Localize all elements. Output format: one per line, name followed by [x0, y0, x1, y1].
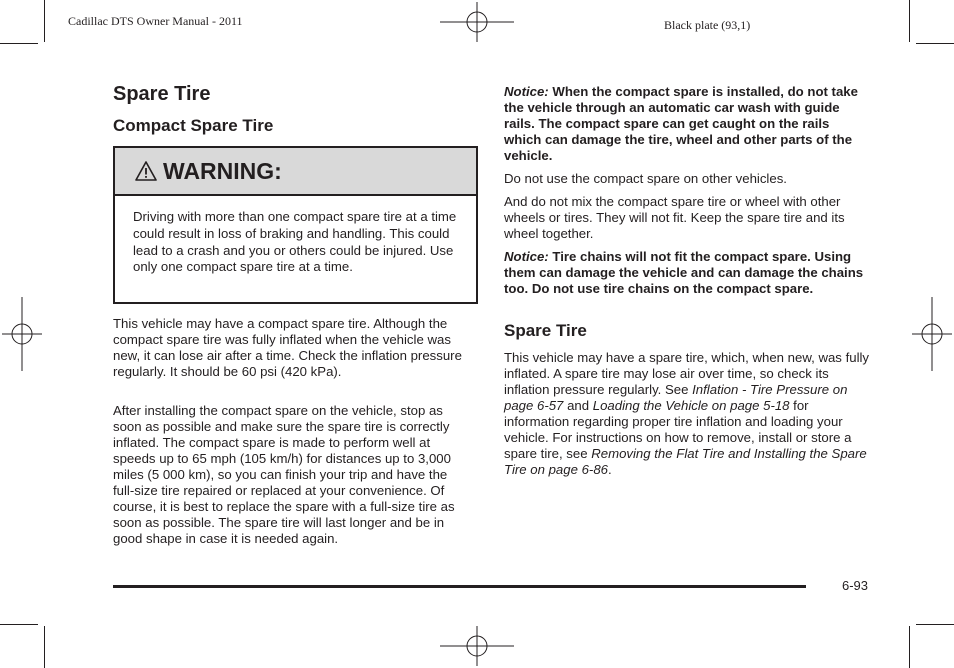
- text-run: .: [608, 462, 612, 477]
- notice-text: Tire chains will not fit the compact spare. Using them can damage the vehicle and can damage the chains too. Do not use tire chains on the compact spare.: [504, 249, 864, 296]
- section-title: Spare Tire: [113, 83, 211, 105]
- paragraph: After installing the compact spare on the vehicle, stop as soon as possible and make sure the spare tire is correctly inflated. The compact spare is made to perform well at speeds up to 65 mph (105 km/h) for distances up to 3,000 miles (5 000 km), so you can finish your trip and have the full-size tire repaired or replaced at your convenience. Of course, it is best to replace the spare with a full-size tire as soon as possible. The spare tire will last longer and be in good shape in case it is needed again.: [113, 403, 455, 546]
- warning-body: [115, 196, 476, 276]
- text-run: for information regarding proper tire inflation and loading your vehicle. For instructions on how to remove, install or store a spare tire, see: [504, 398, 852, 461]
- crop-mark: [0, 624, 38, 625]
- paragraph: Do not use the compact spare on other vehicles.: [504, 171, 787, 186]
- registration-mark-icon: [912, 297, 952, 371]
- cross-reference-link[interactable]: Inflation - Tire Pressure on page 6-57: [504, 382, 848, 413]
- notice-label: Notice:: [504, 249, 549, 264]
- text-run: This vehicle may have a spare tire, which, when new, was fully inflated. A spare tire may lose air over time, so check its inflation pressure regularly. See: [504, 350, 870, 397]
- crop-mark: [44, 626, 45, 668]
- warning-text: Driving with more than one compact spare tire at a time could result in loss of braking and handling. This could lead to a crash and you or others could be injured. Use only one compact spare tire at a time.: [133, 209, 457, 275]
- crop-mark: [0, 43, 38, 44]
- warning-triangle-icon: [135, 161, 157, 181]
- footer-rule: [113, 585, 806, 588]
- crop-mark: [44, 0, 45, 42]
- subsection-title: Compact Spare Tire: [113, 116, 274, 135]
- paragraph: This vehicle may have a compact spare tire. Although the compact spare tire was fully inflated when the vehicle was new, it can lose air after a time. Check the inflation pressure regularly. It should be 60 psi (420 kPa).: [113, 316, 462, 379]
- warning-box: [113, 146, 478, 304]
- manual-title: Cadillac DTS Owner Manual - 2011: [68, 14, 243, 28]
- notice-text: When the compact spare is installed, do not take the vehicle through an automatic car wash with guide rails. The compact spare can get caught on the rails which can damage the tire, wheel and other parts of the vehicle.: [504, 84, 858, 163]
- paragraph: [504, 350, 870, 478]
- plate-info: Black plate (93,1): [664, 18, 751, 32]
- notice-label: Notice:: [504, 84, 549, 99]
- page-number: 6-93: [842, 578, 869, 593]
- notice-paragraph: [504, 84, 870, 164]
- crop-mark: [909, 626, 910, 668]
- crop-mark: [916, 43, 954, 44]
- registration-mark-icon: [440, 626, 514, 666]
- text-run: and: [563, 398, 593, 413]
- paragraph: And do not mix the compact spare tire or wheel with other wheels or tires. They will not fit. Keep the spare tire and its wheel together.: [504, 194, 845, 241]
- cross-reference-link[interactable]: Loading the Vehicle on page 5-18: [592, 398, 790, 413]
- warning-title: WARNING:: [163, 157, 282, 184]
- cross-reference-link[interactable]: Removing the Flat Tire and Installing the Spare Tire on page 6-86: [504, 446, 867, 477]
- crop-mark: [916, 624, 954, 625]
- crop-mark: [909, 0, 910, 42]
- section-title: Spare Tire: [504, 321, 587, 340]
- notice-paragraph: [504, 249, 870, 297]
- registration-mark-icon: [2, 297, 42, 371]
- warning-header: [115, 148, 476, 196]
- registration-mark-icon: [440, 2, 514, 42]
